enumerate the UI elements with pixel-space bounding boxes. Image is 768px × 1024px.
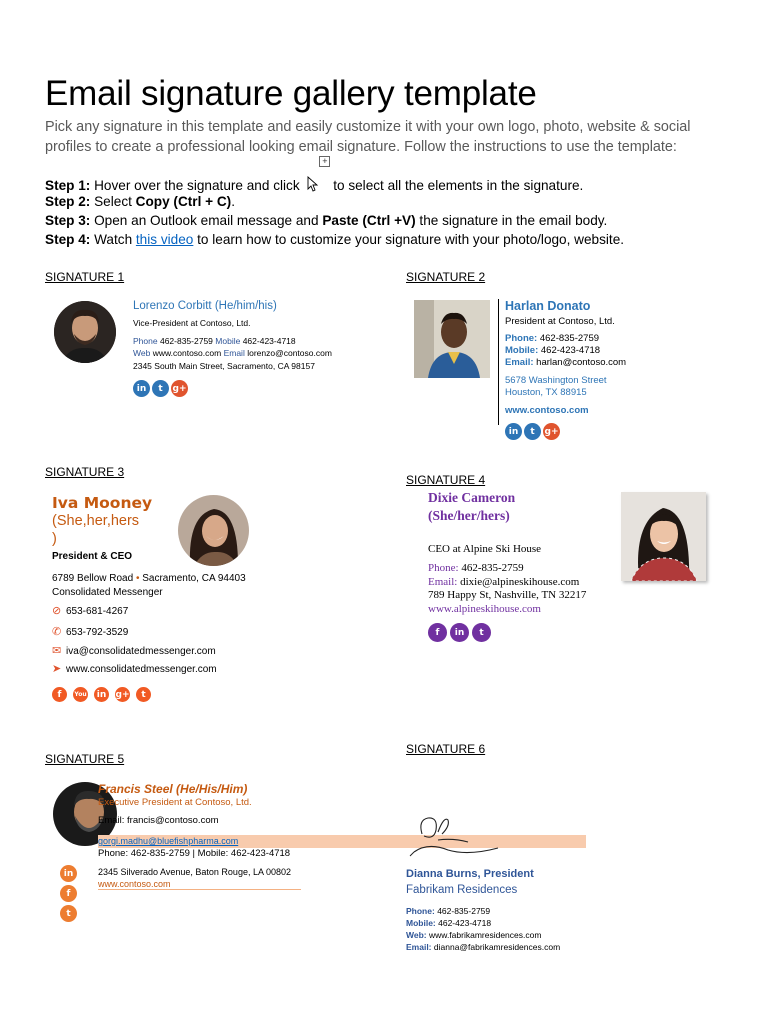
linkedin-icon[interactable]: in bbox=[94, 687, 109, 702]
linkedin-icon[interactable]: in bbox=[505, 423, 522, 440]
twitter-icon[interactable]: t bbox=[472, 623, 491, 642]
sig2-address-1: 5678 Washington Street bbox=[505, 375, 607, 386]
sig5-title: Executive President at Contoso, Ltd. bbox=[98, 797, 252, 808]
sig1-phone-line: Phone 462-835-2759 Mobile 462-423-4718 bbox=[133, 336, 296, 346]
sig4-email: Email: dixie@alpineskihouse.com bbox=[428, 576, 580, 588]
handwritten-signature bbox=[408, 812, 503, 860]
sig1-name: Lorenzo Corbitt (He/him/his) bbox=[133, 300, 277, 312]
sig4-social bbox=[428, 623, 491, 642]
sig6-mobile: Mobile: 462-423-4718 bbox=[406, 918, 492, 928]
google-plus-icon[interactable]: g+ bbox=[543, 423, 560, 440]
sig4-pronoun: (She/her/hers) bbox=[428, 508, 510, 523]
sig2-social bbox=[505, 423, 560, 440]
select-handle-icon bbox=[307, 156, 328, 190]
facebook-icon[interactable]: f bbox=[52, 687, 67, 702]
intro-text: Pick any signature in this template and easily customize it with your own logo, photo, website & social profiles to create a professional looking email signature. Follow the instructions to use the template: bbox=[45, 119, 691, 155]
step-3: Step 3: Open an Outlook email message and Paste (Ctrl +V) the signature in the email body. bbox=[45, 213, 608, 228]
sig2-name: Harlan Donato bbox=[505, 299, 591, 313]
signature-4-heading: SIGNATURE 4 bbox=[406, 473, 486, 487]
sig5-address: 2345 Silverado Avenue, Baton Rouge, LA 00802 bbox=[98, 867, 291, 877]
twitter-icon[interactable]: t bbox=[524, 423, 541, 440]
cursor-icon: ➤ bbox=[52, 663, 62, 675]
step-1: Step 1: Hover over the signature and click + to select all the elements in the signature. bbox=[45, 156, 584, 193]
step-1-label: Step 1: bbox=[45, 178, 91, 193]
sig4-photo bbox=[621, 492, 706, 581]
twitter-icon[interactable]: t bbox=[152, 380, 169, 397]
sig3-phone-1: ⊘ 653-681-4267 bbox=[52, 605, 129, 617]
sig2-address-2: Houston, TX 88915 bbox=[505, 387, 587, 398]
sig1-photo bbox=[54, 301, 116, 363]
sig4-name: Dixie Cameron bbox=[428, 490, 516, 505]
sig6-email: Email: dianna@fabrikamresidences.com bbox=[406, 942, 561, 952]
sig3-company: Consolidated Messenger bbox=[52, 587, 163, 598]
twitter-icon[interactable]: t bbox=[60, 905, 77, 922]
sig2-phone: Phone: 462-835-2759 bbox=[505, 333, 600, 344]
sig5-name: Francis Steel (He/His/Him) bbox=[98, 782, 248, 796]
sig3-phone-2: ✆ 653-792-3529 bbox=[52, 626, 129, 638]
video-link[interactable]: this video bbox=[135, 232, 194, 247]
sig2-mobile: Mobile: 462-423-4718 bbox=[505, 345, 601, 356]
sig2-web[interactable]: www.contoso.com bbox=[505, 405, 589, 416]
sig2-photo bbox=[414, 300, 490, 378]
sig3-photo bbox=[178, 495, 249, 566]
sig1-web-line: Web www.contoso.com Email lorenzo@contoso.com bbox=[133, 348, 332, 358]
step-2: Step 2: Select Copy (Ctrl + C). bbox=[45, 194, 235, 209]
mail-icon: ✉ bbox=[52, 645, 62, 657]
sig1-email-link[interactable]: lorenzo@contoso.com bbox=[247, 348, 332, 358]
facebook-icon[interactable]: f bbox=[428, 623, 447, 642]
sig3-pronoun-2: ) bbox=[52, 531, 57, 547]
move-handle-icon: + bbox=[319, 156, 330, 167]
page-title: Email signature gallery template bbox=[45, 74, 537, 113]
sig5-rule bbox=[98, 889, 301, 890]
sig1-address: 2345 South Main Street, Sacramento, CA 98157 bbox=[133, 361, 315, 371]
phone-icon: ⊘ bbox=[52, 605, 62, 617]
google-plus-icon[interactable]: g+ bbox=[171, 380, 188, 397]
signature-5-heading: SIGNATURE 5 bbox=[45, 752, 125, 766]
phone-icon: ✆ bbox=[52, 626, 62, 638]
sig4-address: 789 Happy St, Nashville, TN 32217 bbox=[428, 589, 587, 601]
sig1-web-link[interactable]: www.contoso.com bbox=[152, 348, 222, 358]
sig2-title: President at Contoso, Ltd. bbox=[505, 316, 615, 327]
twitter-icon[interactable]: t bbox=[136, 687, 151, 702]
sig6-web: Web: www.fabrikamresidences.com bbox=[406, 930, 542, 940]
google-plus-icon[interactable]: g+ bbox=[115, 687, 130, 702]
sig2-divider bbox=[498, 299, 499, 425]
youtube-icon[interactable]: You bbox=[73, 687, 88, 702]
signature-2-heading: SIGNATURE 2 bbox=[406, 270, 486, 284]
signature-1-heading: SIGNATURE 1 bbox=[45, 270, 125, 284]
sig3-pronoun-1: (She,her,hers bbox=[52, 513, 140, 529]
sig5-email[interactable]: Email: francis@contoso.com bbox=[98, 815, 219, 826]
sig3-email: ✉ iva@consolidatedmessenger.com bbox=[52, 645, 216, 657]
sig6-company: Fabrikam Residences bbox=[406, 884, 518, 896]
sig4-title: CEO at Alpine Ski House bbox=[428, 543, 542, 555]
sig3-social bbox=[52, 687, 151, 702]
sig4-phone: Phone: 462-835-2759 bbox=[428, 562, 524, 574]
sig3-web: ➤ www.consolidatedmessenger.com bbox=[52, 663, 217, 675]
sig6-name: Dianna Burns, President bbox=[406, 868, 534, 880]
sig5-social bbox=[60, 865, 77, 922]
sig1-social bbox=[133, 380, 188, 397]
linkedin-icon[interactable]: in bbox=[133, 380, 150, 397]
sig4-web[interactable]: www.alpineskihouse.com bbox=[428, 603, 541, 615]
step-4: Step 4: Watch this video to learn how to customize your signature with your photo/logo, website. bbox=[45, 232, 625, 247]
sig5-web[interactable]: www.contoso.com bbox=[98, 879, 171, 889]
sig1-title: Vice-President at Contoso, Ltd. bbox=[133, 318, 251, 328]
signature-6-heading: SIGNATURE 6 bbox=[406, 742, 486, 756]
sig5-phones: Phone: 462-835-2759 | Mobile: 462-423-4718 bbox=[98, 848, 291, 859]
signature-3-heading: SIGNATURE 3 bbox=[45, 465, 125, 479]
facebook-icon[interactable]: f bbox=[60, 885, 77, 902]
sig2-email: Email: harlan@contoso.com bbox=[505, 357, 627, 368]
sig3-address-line: 6789 Bellow Road • Sacramento, CA 94403 bbox=[52, 573, 246, 584]
sig3-title: President & CEO bbox=[52, 551, 133, 562]
linkedin-icon[interactable]: in bbox=[450, 623, 469, 642]
sig3-name: Iva Mooney bbox=[52, 494, 153, 512]
sig6-phone: Phone: 462-835-2759 bbox=[406, 906, 491, 916]
linkedin-icon[interactable]: in bbox=[60, 865, 77, 882]
overlay-email-link[interactable]: gorgi.madhu@bluefishpharma.com bbox=[98, 836, 239, 846]
